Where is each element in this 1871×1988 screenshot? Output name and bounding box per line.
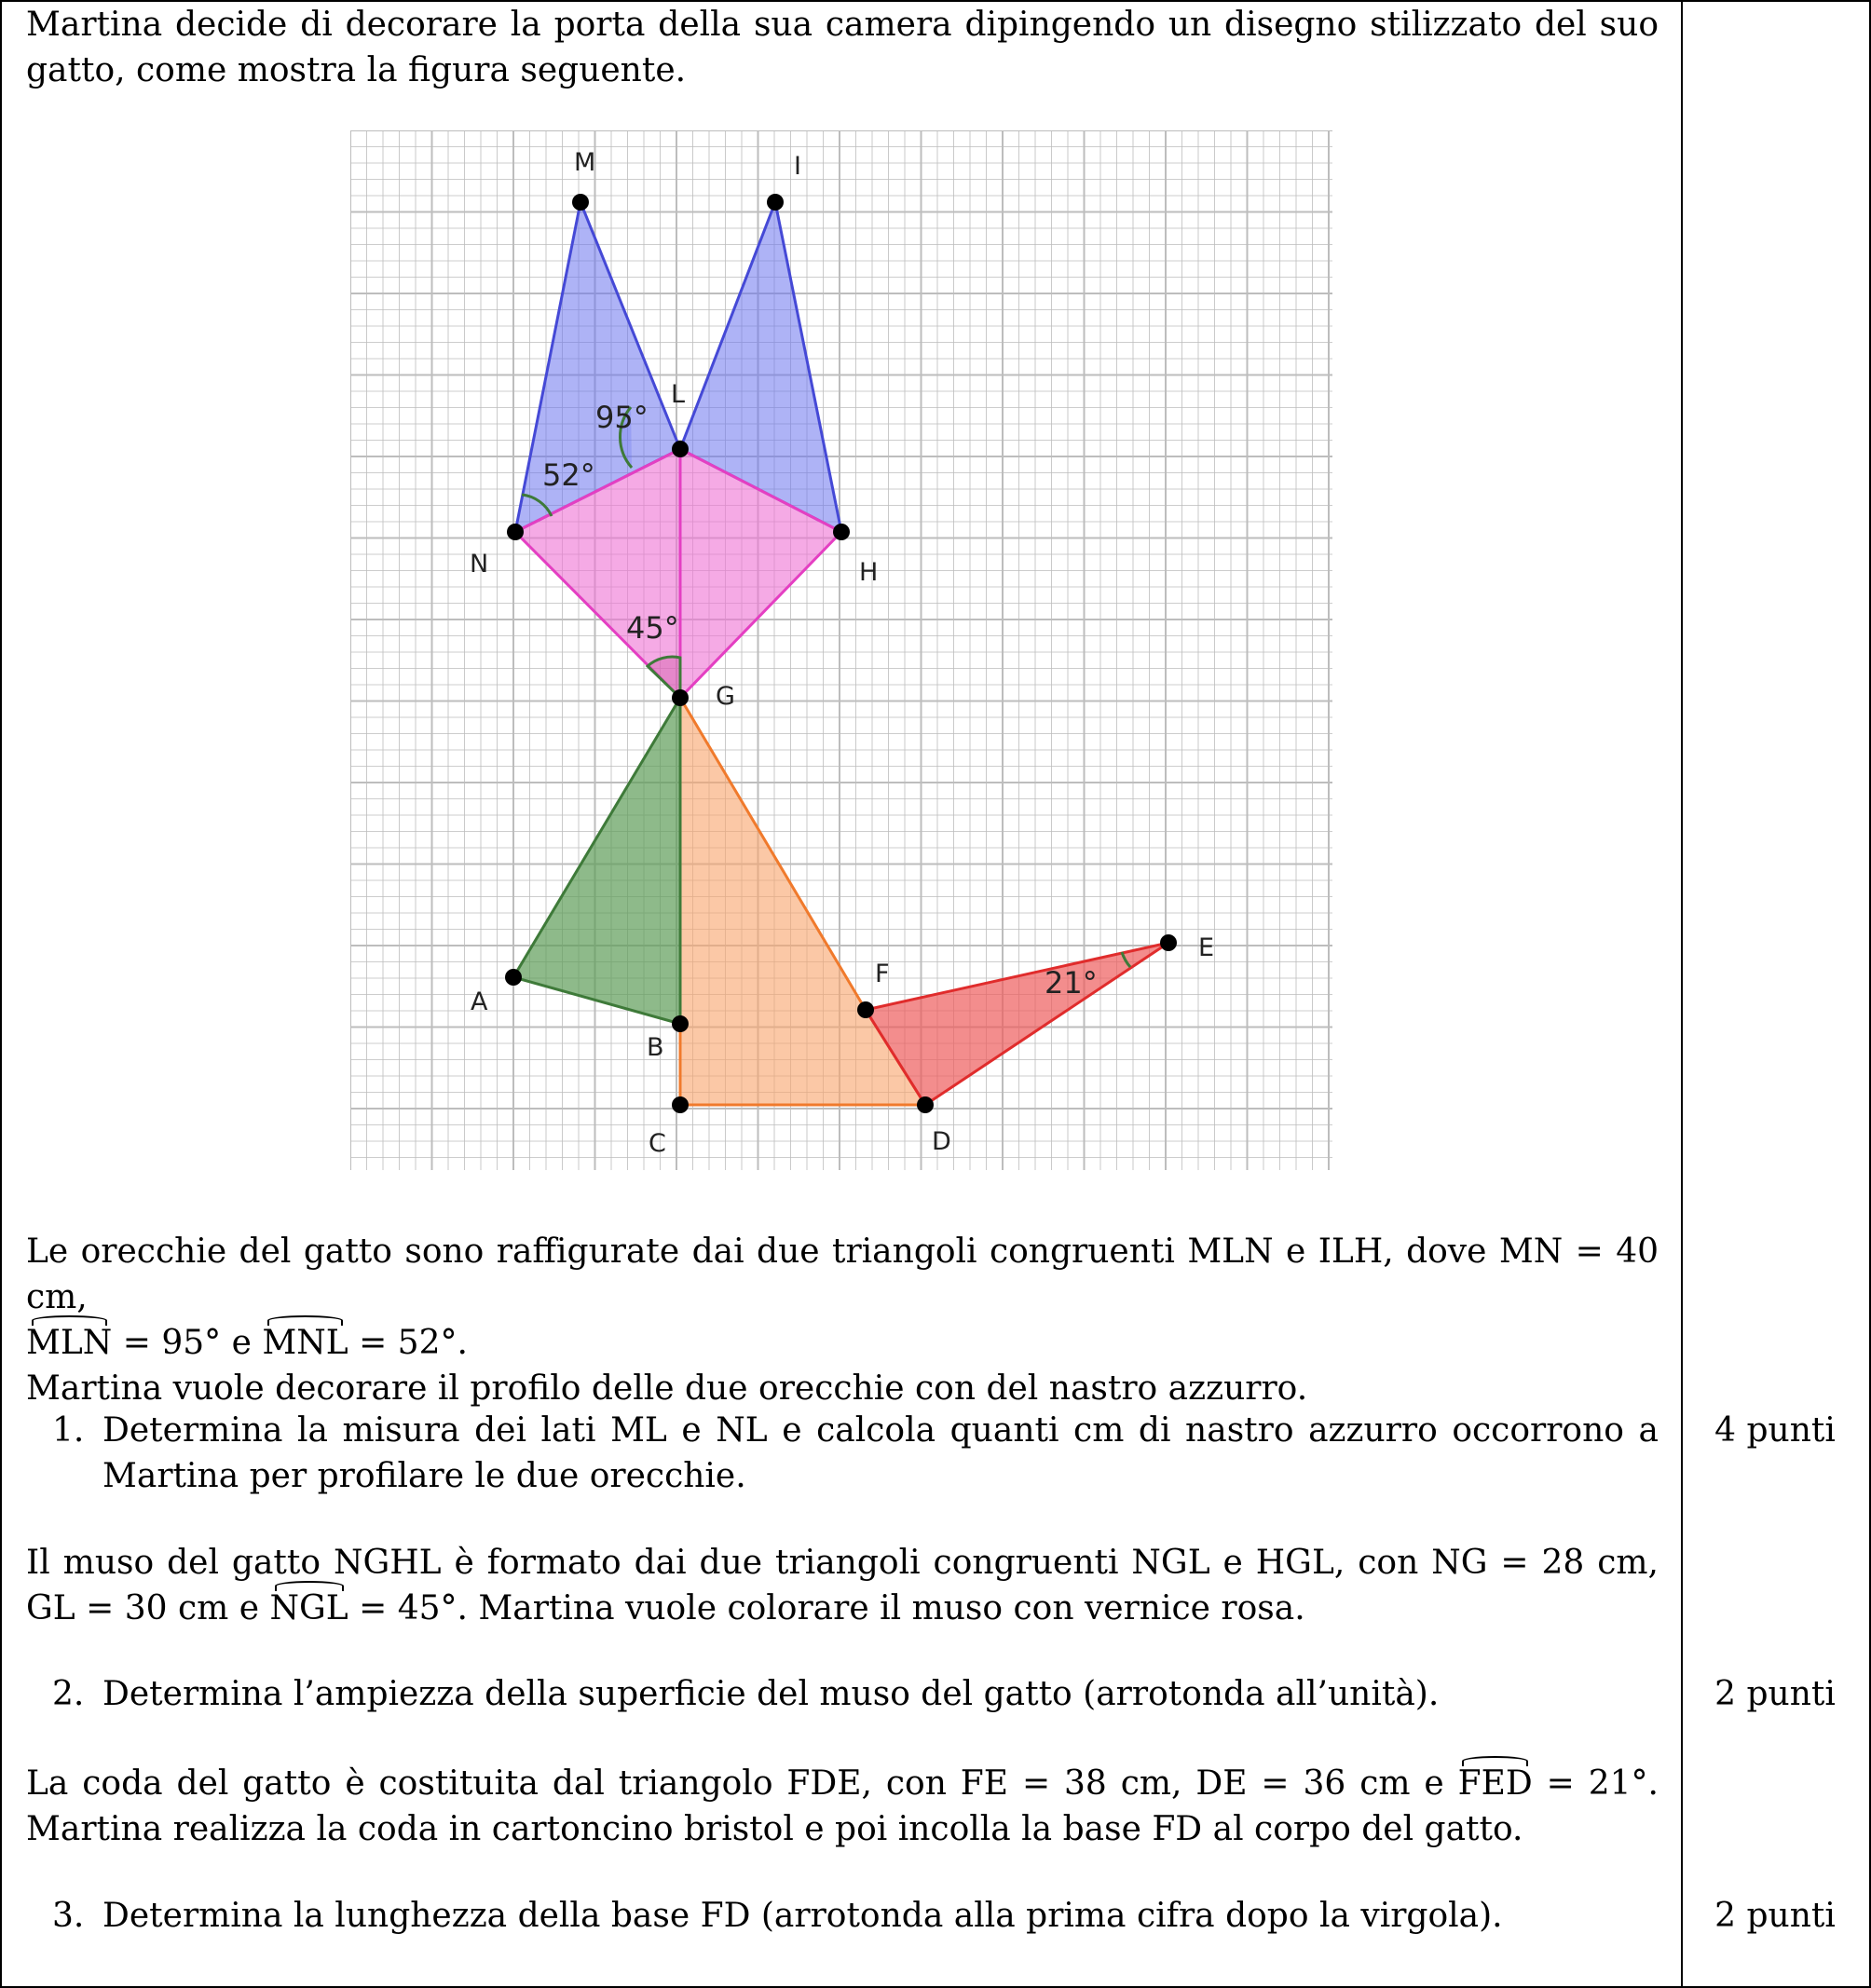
section-ears-paragraph xyxy=(26,1229,1659,1411)
point-d xyxy=(917,1096,934,1113)
angle-mnl-symbol: MNL xyxy=(262,1320,348,1366)
point-i xyxy=(767,194,784,211)
angle-label-fed: 21° xyxy=(1045,965,1098,1001)
label-e: E xyxy=(1198,933,1215,962)
muzzle-text-a: Il muso del gatto NGHL è formato dai due triangoli congruenti NGL e HGL, con NG = 28 cm, GL = 30 cm e xyxy=(26,1544,1659,1627)
section-tail-paragraph xyxy=(26,1761,1659,1852)
label-f: F xyxy=(875,960,890,988)
question-3-number: 3. xyxy=(52,1897,85,1935)
cat-figure xyxy=(350,130,1332,1170)
angle-label-ngl: 45° xyxy=(626,610,679,646)
ears-eq-b: = 52°. xyxy=(348,1324,468,1362)
angle-label-mln: 95° xyxy=(595,400,649,435)
question-3-text: Determina la lunghezza della base FD (arrotonda alla prima cifra dopo la virgola). xyxy=(102,1897,1503,1935)
point-f xyxy=(857,1001,874,1018)
angle-mln-symbol: MLN xyxy=(26,1320,112,1366)
label-m: M xyxy=(574,148,596,177)
question-1-text: Determina la misura dei lati ML e NL e calcola quanti cm di nastro azzurro occorrono a Martina per profilare le due orecchie. xyxy=(102,1411,1659,1495)
question-2-points: 2 punti xyxy=(1714,1675,1836,1713)
point-g xyxy=(672,689,689,706)
point-l xyxy=(672,441,689,457)
intro-paragraph: Martina decide di decorare la porta della sua camera dipingendo un disegno stilizzato del suo gatto, come mostra la figura seguente. xyxy=(26,6,1659,89)
point-c xyxy=(672,1096,689,1113)
question-2 xyxy=(52,1671,1659,1717)
question-3-points: 2 punti xyxy=(1714,1897,1836,1935)
label-i: I xyxy=(794,152,801,181)
question-3 xyxy=(52,1893,1659,1939)
angle-ngl-symbol: NGL xyxy=(269,1586,348,1631)
tail-text-b: = 21°. Martina realizza la coda in cartoncino bristol e poi incolla la base FD al corpo del gatto. xyxy=(26,1764,1659,1848)
point-a xyxy=(505,969,522,986)
point-m xyxy=(572,194,589,211)
point-e xyxy=(1160,934,1177,951)
ears-line-1: Le orecchie del gatto sono raffigurate dai due triangoli congruenti MLN e ILH, dove MN = 40 cm, xyxy=(26,1232,1659,1316)
label-b: B xyxy=(647,1033,664,1062)
point-b xyxy=(672,1015,689,1032)
question-1-number: 1. xyxy=(52,1411,85,1450)
angle-label-mnl: 52° xyxy=(542,457,595,493)
label-l: L xyxy=(671,380,686,409)
question-1-points: 4 punti xyxy=(1714,1411,1836,1450)
label-d: D xyxy=(932,1127,951,1156)
label-c: C xyxy=(649,1129,666,1158)
section-muzzle-paragraph xyxy=(26,1540,1659,1631)
leg-triangle-agb xyxy=(513,698,680,1024)
muzzle-text-b: = 45°. Martina vuole colorare il muso con vernice rosa. xyxy=(348,1589,1305,1627)
question-2-text: Determina l’ampiezza della superficie del muso del gatto (arrotonda all’unità). xyxy=(102,1675,1440,1713)
point-h xyxy=(833,524,850,540)
tail-text-a: La coda del gatto è costituita dal triangolo FDE, con FE = 38 cm, DE = 36 cm e xyxy=(26,1764,1458,1803)
label-g: G xyxy=(716,682,735,711)
label-n: N xyxy=(470,550,489,579)
question-1 xyxy=(52,1408,1659,1499)
label-h: H xyxy=(859,558,879,587)
angle-fed-symbol: FED xyxy=(1458,1761,1533,1806)
ears-line-3: Martina vuole decorare il profilo delle due orecchie con del nastro azzurro. xyxy=(26,1369,1308,1408)
question-2-number: 2. xyxy=(52,1675,85,1713)
label-a: A xyxy=(471,987,488,1016)
ears-eq-a: = 95° e xyxy=(112,1324,263,1362)
point-n xyxy=(507,524,524,540)
tail-triangle-fde xyxy=(866,943,1168,1105)
